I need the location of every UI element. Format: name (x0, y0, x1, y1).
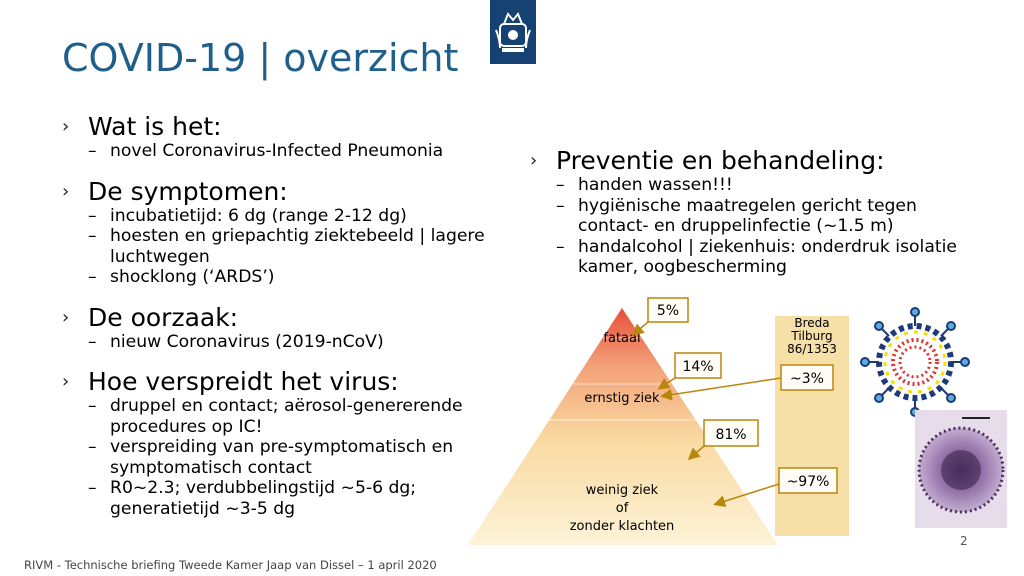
section-heading: Preventie en behandeling: (556, 146, 885, 175)
electron-microscope-image (915, 410, 1007, 528)
chevron-right-icon: › (530, 150, 538, 171)
level-label-of: of (615, 501, 629, 516)
page-number: 2 (960, 534, 968, 548)
list-item: – R0~2.3; verdubbelingstijd ~5-6 dg; generatietijd ~3-5 dg (88, 478, 417, 519)
chevron-right-icon: › (62, 371, 70, 392)
chevron-right-icon: › (62, 306, 70, 328)
breda-97-percent: ~97% (786, 474, 830, 490)
breda-3-percent: ~3% (790, 371, 824, 387)
list-item: – incubatietijd: 6 dg (range 2-12 dg) (88, 205, 407, 226)
breda-label: Breda (794, 316, 830, 330)
list-item: – druppel en contact; aërosol-genererende procedures op IC! (88, 396, 463, 437)
list-item: – verspreiding van pre-symptomatisch en symptomatisch contact (88, 437, 454, 478)
chevron-right-icon: › (62, 180, 70, 202)
level-label-fataal: fataal (603, 331, 641, 346)
list-item: – handen wassen!!! (556, 175, 733, 195)
footer: RIVM - Technische briefing Tweede Kamer Jaap van Dissel – 1 april 2020 (24, 558, 437, 572)
level-label-zonder-klachten: zonder klachten (569, 519, 675, 534)
percent-14: 14% (682, 359, 714, 375)
section-heading: Wat is het: (88, 112, 222, 141)
page-title: COVID-19 | overzicht (62, 36, 459, 80)
level-label-weinig-ziek: weinig ziek (585, 483, 659, 498)
coronavirus-diagram (861, 308, 969, 416)
tilburg-label: Tilburg (791, 329, 833, 343)
level-label-ernstig-ziek: ernstig ziek (584, 391, 660, 406)
percent-81: 81% (715, 427, 747, 443)
section-heading: De symptomen: (88, 176, 288, 206)
list-item: – handalcohol | ziekenhuis: onderdruk isolatie kamer, oogbescherming (556, 236, 957, 277)
chevron-right-icon: › (62, 116, 70, 137)
list-item: – novel Coronavirus-Infected Pneumonia (88, 141, 444, 161)
section-heading: De oorzaak: (88, 302, 239, 332)
percent-5: 5% (656, 303, 680, 319)
list-item: – nieuw Coronavirus (2019-nCoV) (88, 331, 384, 352)
list-item: – hygiënische maatregelen gericht tegen contact- en druppelinfectie (~1.5 m) (556, 195, 917, 236)
breda-count: 86/1353 (787, 342, 837, 356)
list-item: – shocklong (‘ARDS’) (88, 267, 275, 287)
section-heading: Hoe verspreidt het virus: (88, 367, 399, 396)
list-item: – hoesten en griepachtig ziektebeeld | lagere luchtwegen (88, 226, 485, 267)
